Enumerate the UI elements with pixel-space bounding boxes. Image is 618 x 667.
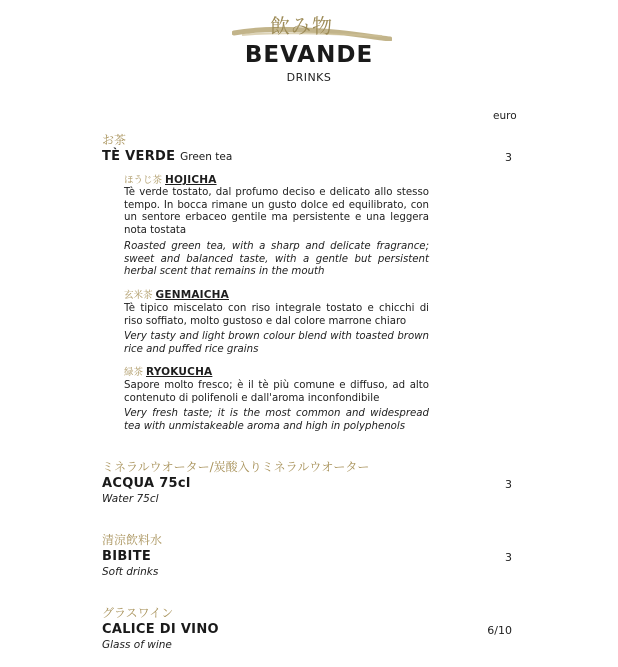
wine-price: 6/10 [487, 624, 512, 637]
genmaicha-desc-it: Tè tipico miscelato con riso integrale tostato e chicchi di riso soffiato, molto gustoso e dal colore marrone chiaro [124, 303, 429, 327]
hojicha-desc-en: Roasted green tea, with a sharp and delicate fragrance; sweet and balanced taste, with a gentle but persistent herbal scent that remains in the mouth [124, 241, 429, 277]
page-title: BEVANDE [244, 42, 374, 68]
currency-label: euro [493, 110, 517, 122]
genmaicha-desc-en: Very tasty and light brown colour blend with toasted brown rice and puffed rice grains [124, 331, 429, 355]
wine-jp-label: グラスワイン [102, 606, 174, 620]
ryokucha-name: RYOKUCHA [146, 366, 213, 378]
tea-section-title [102, 149, 232, 164]
genmaicha-name: GENMAICHA [155, 289, 229, 301]
ryokucha-heading [124, 364, 212, 378]
water-name-en: Water 75cl [102, 493, 159, 505]
wine-name-en: Glass of wine [102, 639, 172, 651]
water-price: 3 [505, 478, 512, 491]
tea-name-en: Green tea [180, 151, 233, 163]
water-jp-label: ミネラルウオーター/炭酸入りミネラルウオーター [102, 460, 370, 474]
page-subtitle: DRINKS [286, 71, 332, 84]
soft-jp-label: 清涼飲料水 [102, 533, 163, 547]
genmaicha-jp: 玄米茶 [124, 290, 153, 301]
soft-price: 3 [505, 551, 512, 564]
ryokucha-desc-en: Very fresh taste; it is the most common and widespread tea with unmistakeable aroma and high in polyphenols [124, 408, 429, 432]
hojicha-name: HOJICHA [165, 174, 217, 186]
wine-name: CALICE DI VINO [102, 622, 219, 637]
water-name: ACQUA 75cl [102, 476, 191, 491]
soft-name-en: Soft drinks [102, 566, 159, 578]
tea-price: 3 [505, 151, 512, 164]
tea-name: TÈ VERDE [102, 149, 176, 164]
ryokucha-jp: 緑茶 [124, 367, 144, 378]
hojicha-desc-it: Tè verde tostato, dal profumo deciso e delicato allo stesso tempo. In bocca rimane un gusto dolce ed equilibrato, con un sentore erbaceo gentile ma persistente e una leggera nota tostata [124, 187, 429, 236]
japanese-title: 飲み物 [270, 14, 333, 38]
hojicha-jp: ほうじ茶 [124, 175, 163, 186]
genmaicha-heading [124, 287, 229, 301]
hojicha-heading [124, 172, 217, 186]
soft-name: BIBITE [102, 549, 152, 564]
tea-jp-label: お茶 [102, 133, 127, 147]
ryokucha-desc-it: Sapore molto fresco; è il tè più comune e diffuso, ad alto contenuto di polifenoli e dall'aroma inconfondibile [124, 380, 429, 404]
